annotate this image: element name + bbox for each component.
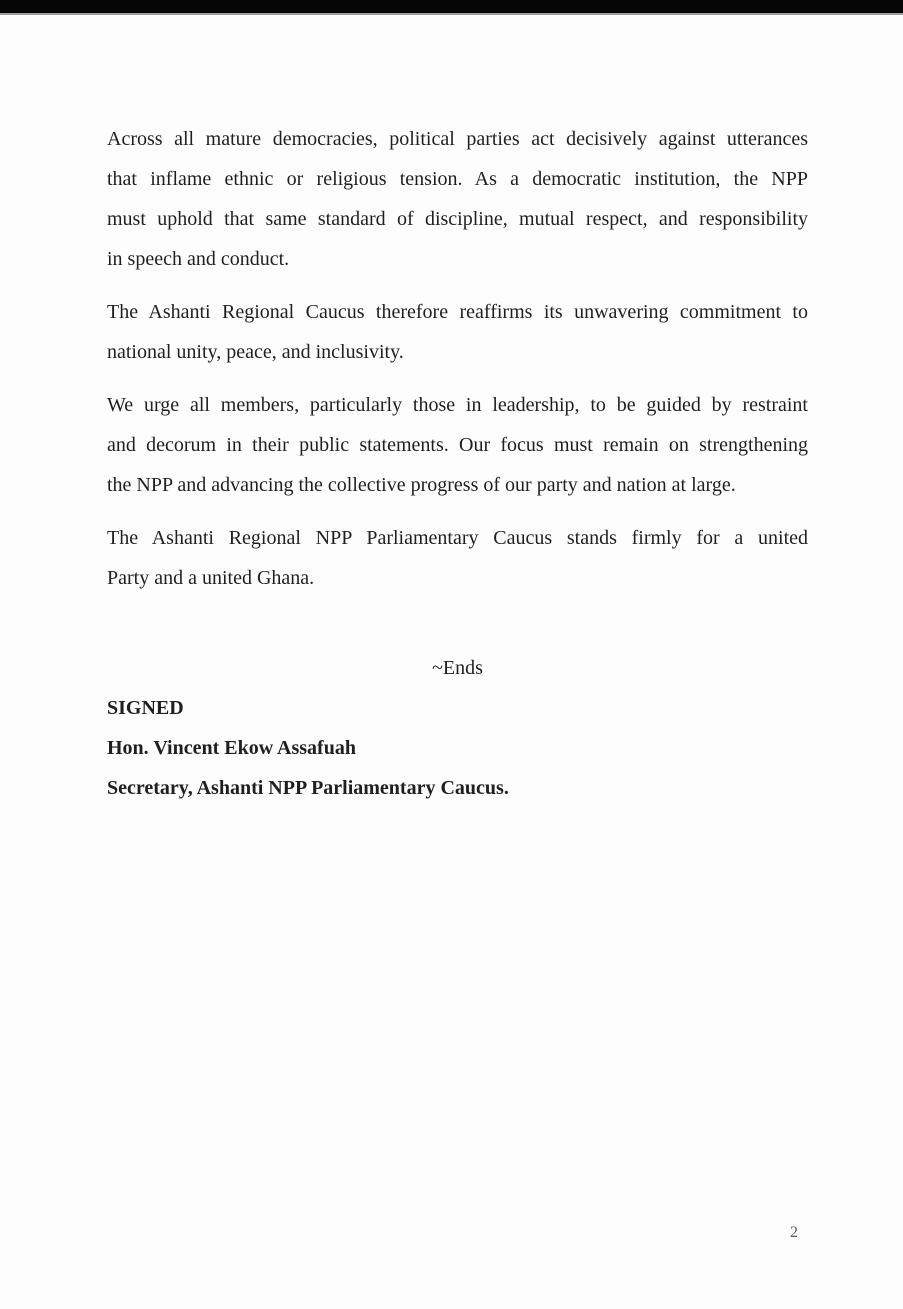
paragraph-4 [107,518,808,598]
paragraph-line: and decorum in their public statements. Our focus must remain on strengthening [107,434,808,456]
document-body [107,0,808,808]
paragraph-line: must uphold that same standard of discipline, mutual respect, and responsibility [107,208,808,230]
ends-marker: ~Ends [432,657,483,679]
signatory-title: Secretary, Ashanti NPP Parliamentary Caucus. [107,777,509,799]
paragraph-line: the NPP and advancing the collective progress of our party and nation at large. [107,474,736,496]
paragraph-line: in speech and conduct. [107,248,290,270]
paragraph-1 [107,119,808,279]
signatory-name: Hon. Vincent Ekow Assafuah [107,737,356,759]
paragraph-line: Party and a united Ghana. [107,567,315,589]
page-number: 2 [790,1224,798,1241]
paragraph-line: The Ashanti Regional NPP Parliamentary Caucus stands firmly for a united [107,527,808,549]
paragraph-line: national unity, peace, and inclusivity. [107,341,404,363]
paragraph-line: We urge all members, particularly those in leadership, to be guided by restraint [107,394,808,416]
paragraph-line: that inflame ethnic or religious tension. As a democratic institution, the NPP [107,168,808,190]
paragraph-2 [107,292,808,372]
paragraph-line: The Ashanti Regional Caucus therefore reaffirms its unwavering commitment to [107,301,808,323]
signed-label: SIGNED [107,697,184,719]
paragraph-line: Across all mature democracies, political parties act decisively against utterances [107,128,808,150]
paragraph-3 [107,385,808,505]
